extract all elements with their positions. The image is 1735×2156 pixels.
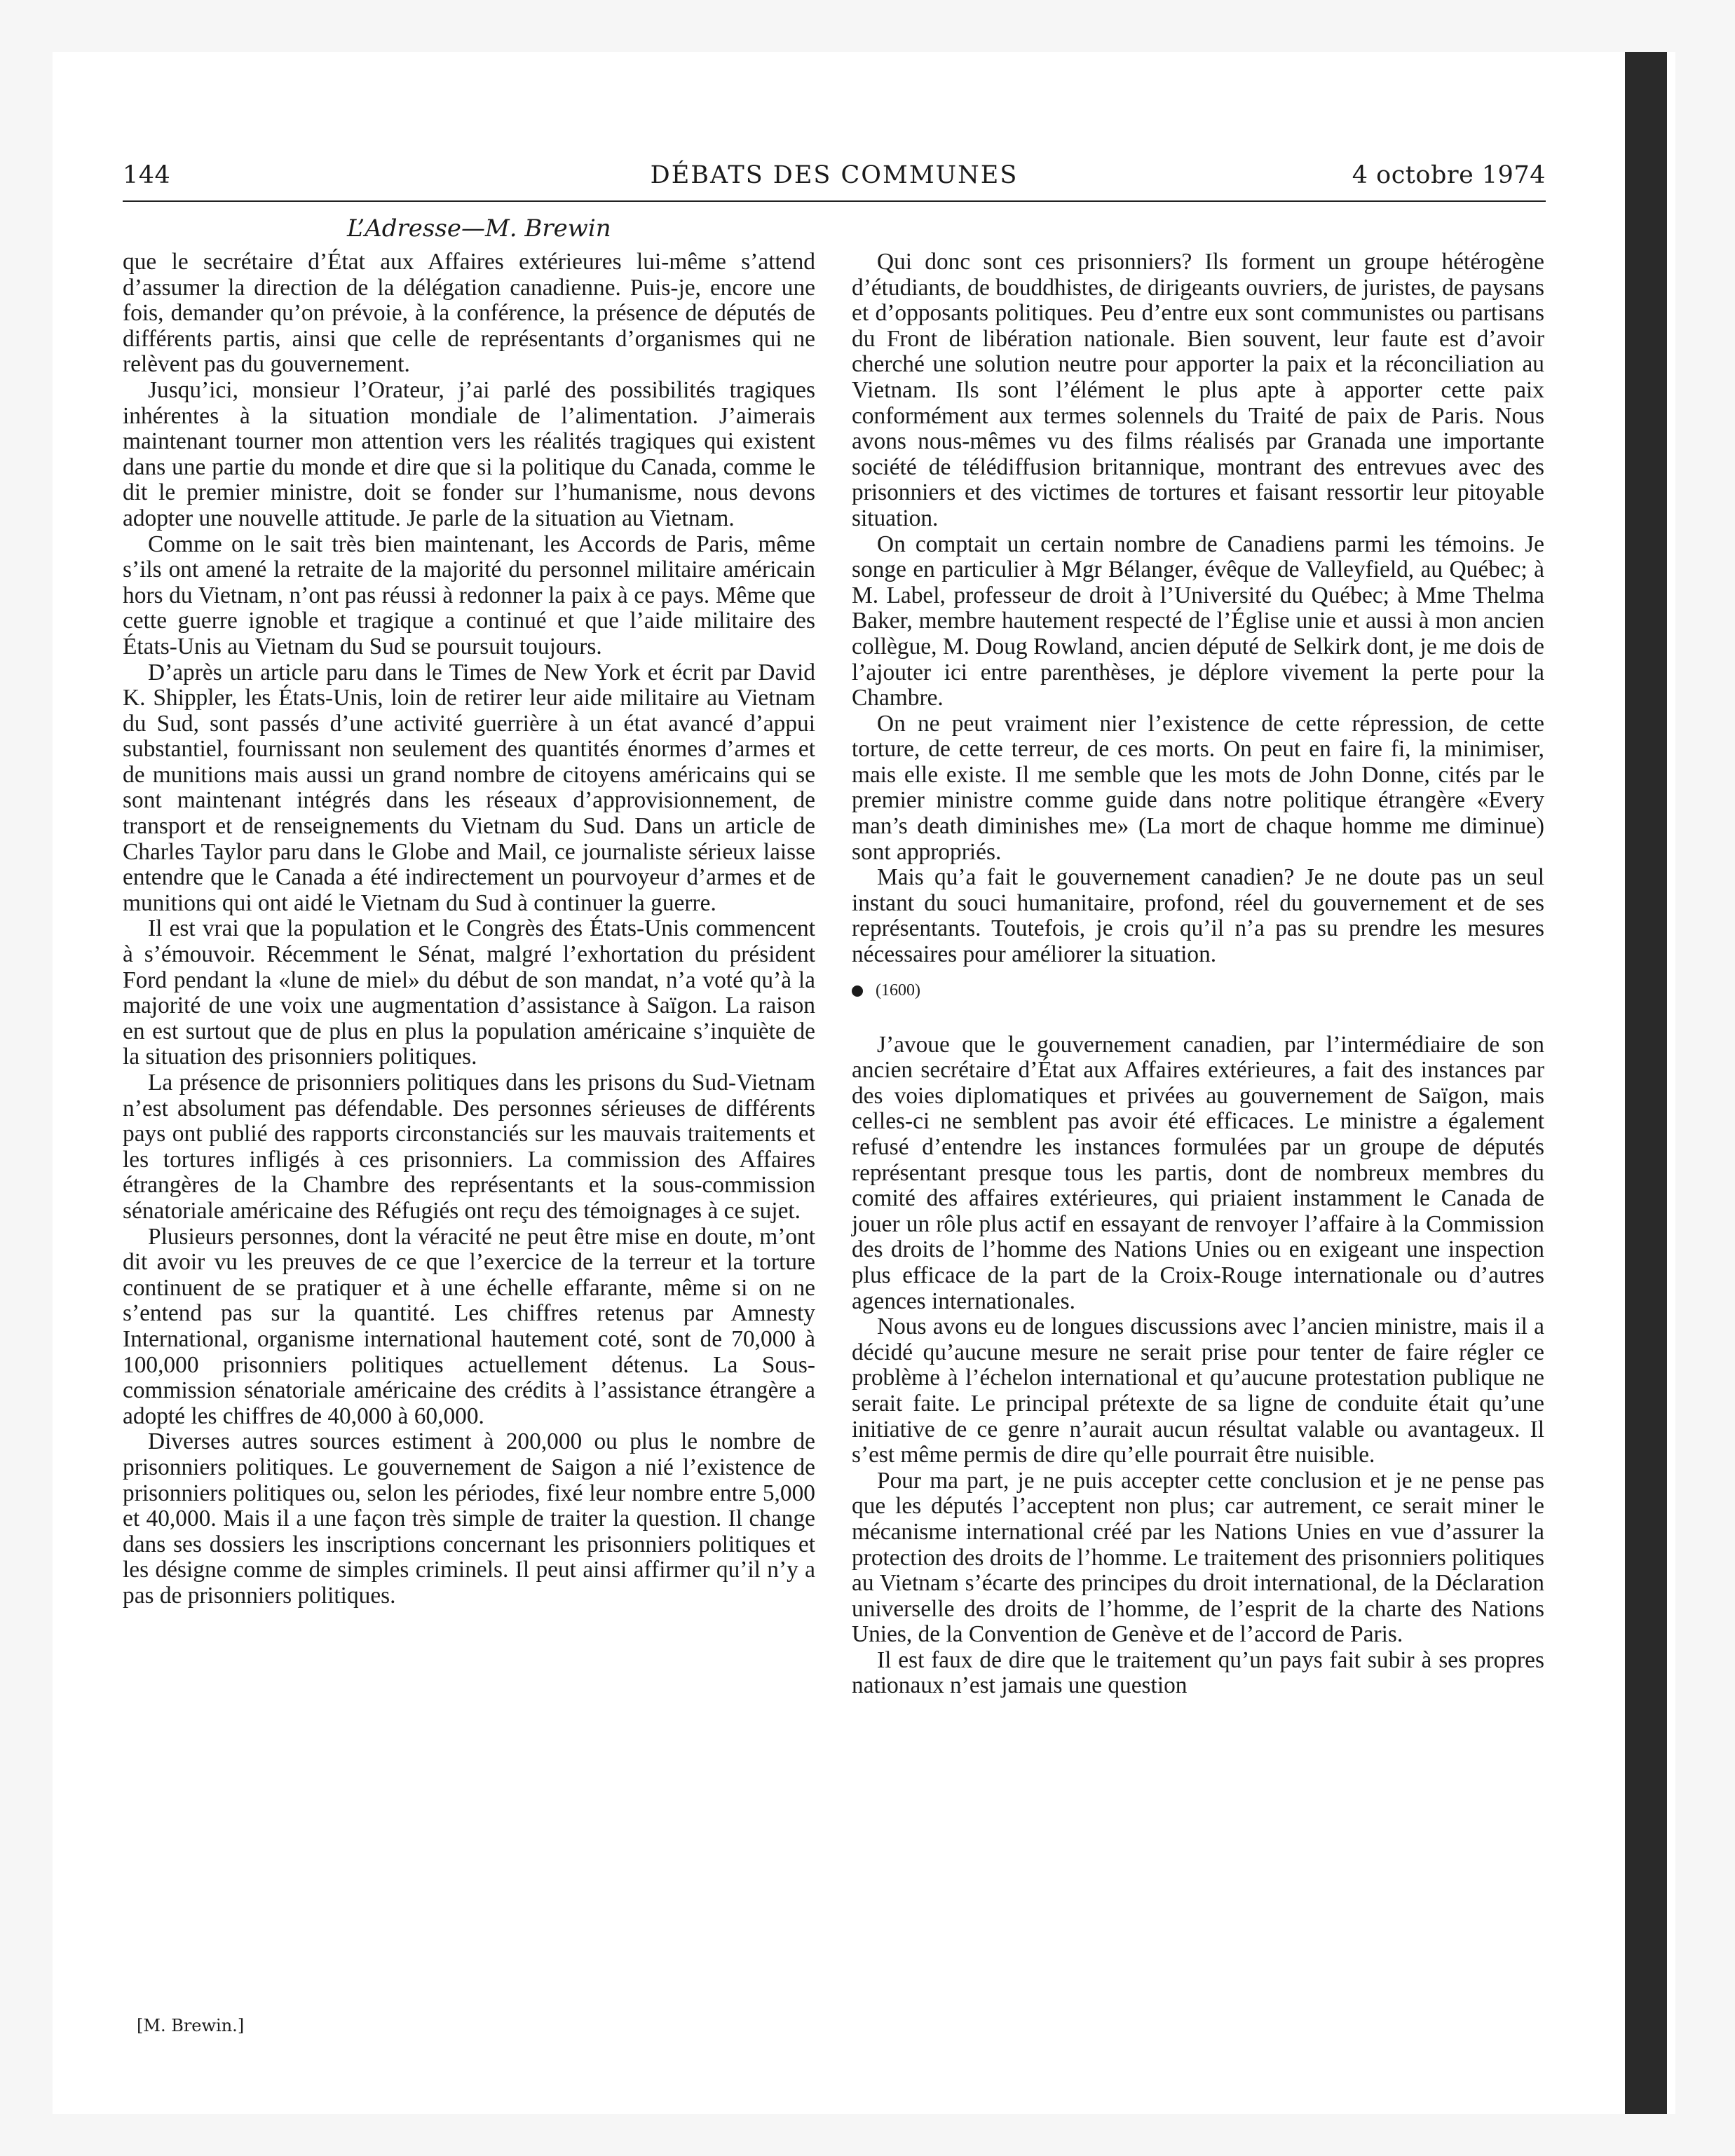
- speaker-signature: [M. Brewin.]: [137, 2016, 245, 2035]
- bullet-icon: [852, 985, 863, 997]
- paragraph: J’avoue que le gouvernement canadien, par l’intermédiaire de son ancien secrétaire d’État aux Affaires extérieures, a fait des instances par des voies diplomatiques et privées au gouvernement de Saïgon, mais celles-ci ne semblent pas avoir été efficaces. Le ministre a également refusé d’entendre les instances formulées par un groupe de députés représentant presque tous les partis, dont de nombreux membres du comité des affaires extérieures, qui priaient instamment le Canada de jouer un rôle plus actif en essayant de renvoyer l’affaire à la Commission des droits de l’homme des Nations Unies ou en exigeant une inspection plus efficace de la part de la Croix-Rouge internationale ou d’autres agences internationales.: [852, 1031, 1544, 1314]
- paragraph: Jusqu’ici, monsieur l’Orateur, j’ai parlé des possibilités tragiques inhérentes à la situation mondiale de l’alimentation. J’aimerais maintenant tourner mon attention vers les réalités tragiques qui existent dans une partie du monde et dire que si la politique du Canada, comme le dit le premier ministre, doit se fonder sur l’humanisme, nous devons adopter une nouvelle attitude. Je parle de la situation au Vietnam.: [123, 376, 815, 531]
- paragraph: Plusieurs personnes, dont la véracité ne peut être mise en doute, m’ont dit avoir vu les preuves de ce que l’exercice de la terreur et la torture continuent de se pratiquer et à une échelle effarante, même si on ne s’entend pas sur la quantité. Les chiffres retenus par Amnesty International, organisme international hautement coté, sont de 70,000 à 100,000 prisonniers politiques actuellement détenus. La Sous-commission sénatoriale américaine des crédits à l’assistance étrangère a adopté les chiffres de 40,000 à 60,000.: [123, 1223, 815, 1429]
- left-column: [123, 250, 815, 1609]
- right-column: [852, 250, 1544, 1699]
- paragraph: Mais qu’a fait le gouvernement canadien? Je ne doute pas un seul instant du souci humanitaire, profond, réel du gouvernement et de ses représentants. Toutefois, je crois qu’il n’a pas su prendre les mesures nécessaires pour améliorer la situation.: [852, 864, 1544, 968]
- time-marker: [852, 976, 1544, 1004]
- header-date: 4 octobre 1974: [1352, 161, 1546, 189]
- page-number: 144: [123, 161, 171, 189]
- publication-title: DÉBATS DES COMMUNES: [650, 161, 1019, 189]
- paragraph: D’après un article paru dans le Times de New York et écrit par David K. Shippler, les États-Unis, loin de retirer leur aide militaire au Vietnam du Sud, sont passés d’une activité guerrière à un état avancé d’appui substantiel, fournissant non seulement des quantités énormes d’armes et de munitions mais aussi un grand nombre de citoyens américains qui se sont maintenant intégrés dans les réseaux d’approvisionnement, de transport et de renseignements du Vietnam du Sud. Dans un article de Charles Taylor paru dans le Globe and Mail, ce journaliste sérieux laisse entendre que le Canada a été indirectement un pourvoyeur d’armes et de munitions qui ont aidé le Vietnam du Sud à continuer la guerre.: [123, 659, 815, 916]
- paragraph: Qui donc sont ces prisonniers? Ils forment un groupe hétérogène d’étudiants, de bouddhistes, de dirigeants ouvriers, de juristes, de paysans et d’opposants politiques. Peu d’entre eux sont communistes ou partisans du Front de libération nationale. Bien souvent, leur faute est d’avoir cherché une solution neutre pour apporter la paix et la réconciliation au Vietnam. Ils sont l’élément le plus apte à apporter cette paix conformément aux termes solennels du Traité de paix de Paris. Nous avons nous-mêmes vu des films réalisés par Granada une importante société de télédiffusion britannique, montrant des entrevues avec des prisonniers et des victimes de tortures et faisant ressortir leur pitoyable situation.: [852, 249, 1544, 531]
- scan-edge-bar: [1625, 52, 1667, 2114]
- page-header: [123, 161, 1546, 202]
- paragraph: Il est faux de dire que le traitement qu’un pays fait subir à ses propres nationaux n’est jamais une question: [852, 1646, 1544, 1699]
- paragraph: Pour ma part, je ne puis accepter cette conclusion et je ne pense pas que les députés l’acceptent non plus; car autrement, ce serait miner le mécanisme international créé par les Nations Unies en vue d’assurer la protection des droits de l’homme. Le traitement des prisonniers politiques au Vietnam s’écarte des principes du droit international, de la Déclaration universelle des droits de l’homme, de l’esprit de la charte des Nations Unies, de la Convention de Genève et de l’accord de Paris.: [852, 1467, 1544, 1648]
- paragraph: On comptait un certain nombre de Canadiens parmi les témoins. Je songe en particulier à Mgr Bélanger, évêque de Valleyfield, au Québec; à M. Label, professeur de droit à l’Université du Québec; à Mme Thelma Baker, membre hautement respecté de l’Église unie et aussi à mon ancien collègue, M. Doug Rowland, ancien député de Selkirk dont, je me dois de l’ajouter ici entre parenthèses, je déplore vivement la perte pour la Chambre.: [852, 531, 1544, 711]
- paragraph: Nous avons eu de longues discussions avec l’ancien ministre, mais il a décidé qu’aucune mesure ne serait prise pour tenter de faire régler ce problème à l’échelon international et qu’aucune protestation publique ne serait faite. Le principal prétexte de sa ligne de conduite était qu’une initiative de ce genre n’aurait aucun résultat valable ou avantageux. Il s’est même permis de dire qu’elle pourrait être nuisible.: [852, 1314, 1544, 1468]
- paragraph: Comme on le sait très bien maintenant, les Accords de Paris, même s’ils ont amené la retraite de la majorité du personnel militaire américain hors du Vietnam, n’ont pas réussi à redonner la paix à ce pays. Même que cette guerre ignoble et tragique a continué et que l’aide militaire des États-Unis au Vietnam du Sud se poursuit toujours.: [123, 531, 815, 660]
- paragraph: La présence de prisonniers politiques dans les prisons du Sud-Vietnam n’est absolument pas défendable. Des personnes sérieuses de différents pays ont publié des rapports circonstanciés sur les mauvais traitements et les tortures infligés à ces prisonniers. La commission des Affaires étrangères de la Chambre des représentants et la sous-commission sénatoriale américaine des Réfugiés ont reçu des témoignages à ce sujet.: [123, 1070, 815, 1224]
- running-head: L’Adresse—M. Brewin: [347, 214, 611, 243]
- paragraph: Diverses autres sources estiment à 200,000 ou plus le nombre de prisonniers politiques. Le gouvernement de Saigon a nié l’existence de prisonniers politiques ou, selon les périodes, fixé leur nombre entre 5,000 et 40,000. Mais il a une façon très simple de traiter la question. Il change dans ses dossiers les inscriptions concernant les prisonniers politiques et les désigne comme de simples criminels. Il peut ainsi affirmer qu’il n’y a pas de prisonniers politiques.: [123, 1428, 815, 1609]
- paragraph: Il est vrai que la population et le Congrès des États-Unis commencent à s’émouvoir. Récemment le Sénat, malgré l’exhortation du président Ford pendant la «lune de miel» du début de son mandat, n’a voté qu’à la majorité de une voix une augmentation d’assistance à Saïgon. La raison en est surtout que de plus en plus la population américaine s’inquiète de la situation des prisonniers politiques.: [123, 915, 815, 1070]
- paragraph: On ne peut vraiment nier l’existence de cette répression, de cette torture, de cette terreur, de ces morts. On peut en faire fi, la minimiser, mais elle existe. Il me semble que les mots de John Donne, cités par le premier ministre comme guide dans notre politique étrangère «Every man’s death diminishes me» (La mort de chaque homme me diminue) sont appropriés.: [852, 710, 1544, 865]
- paragraph: que le secrétaire d’État aux Affaires extérieures lui-même s’attend d’assumer la direction de la délégation canadienne. Puis-je, encore une fois, demander qu’on prévoie, à la conférence, la présence de députés de différents partis, ainsi que celle de représentants d’organismes qui ne relèvent pas du gouvernement.: [123, 249, 815, 378]
- time-marker-label: (1600): [876, 981, 920, 999]
